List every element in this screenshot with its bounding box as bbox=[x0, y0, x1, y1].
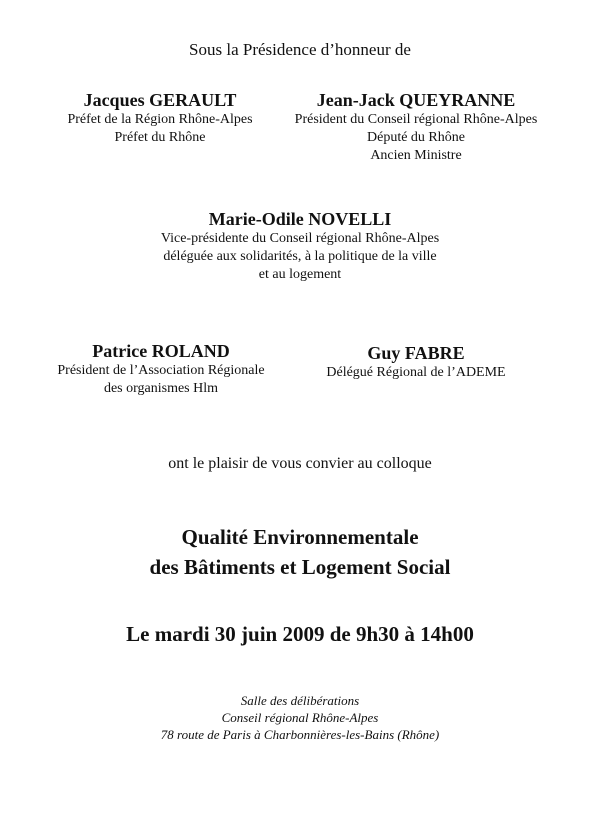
event-title-line: des Bâtiments et Logement Social bbox=[149, 555, 451, 579]
invitation-text: ont le plaisir de vous convier au colloque bbox=[168, 455, 432, 472]
patron-role: Ancien Ministre bbox=[370, 148, 462, 163]
venue-line: 78 route de Paris à Charbonnières-les-Bains (Rhône) bbox=[160, 727, 440, 742]
intro-text: Sous la Présidence d’honneur de bbox=[189, 40, 411, 59]
patron-name: Jacques GERAULT bbox=[83, 90, 237, 110]
patron-role: Président de l’Association Régionale bbox=[57, 363, 265, 378]
patron-role: Président du Conseil régional Rhône-Alpes bbox=[294, 112, 538, 127]
patron-role: Préfet du Rhône bbox=[114, 130, 206, 145]
patron-role: déléguée aux solidarités, à la politique de la ville bbox=[163, 249, 437, 264]
patron-role: Député du Rhône bbox=[367, 130, 465, 145]
patron-name: Guy FABRE bbox=[367, 343, 465, 363]
patron-role: Vice-présidente du Conseil régional Rhône-Alpes bbox=[160, 231, 440, 246]
patron-name: Marie-Odile NOVELLI bbox=[208, 209, 392, 229]
patron-novelli bbox=[100, 208, 500, 284]
venue-line: Conseil régional Rhône-Alpes bbox=[221, 710, 379, 725]
event-date: Le mardi 30 juin 2009 de 9h30 à 14h00 bbox=[126, 622, 474, 646]
patron-role: Délégué Régional de l’ADEME bbox=[326, 365, 506, 380]
venue-line: Salle des délibérations bbox=[240, 693, 360, 708]
patron-roland bbox=[30, 340, 292, 398]
venue-address bbox=[0, 692, 600, 743]
patron-gerault bbox=[40, 89, 280, 147]
event-title-line: Qualité Environnementale bbox=[181, 525, 419, 549]
patron-role: des organismes Hlm bbox=[103, 381, 219, 396]
patron-fabre bbox=[300, 342, 532, 382]
patron-queyranne bbox=[278, 89, 554, 165]
patron-role: Préfet de la Région Rhône-Alpes bbox=[67, 112, 253, 127]
patron-name: Patrice ROLAND bbox=[92, 341, 230, 361]
patron-role: et au logement bbox=[258, 267, 342, 282]
event-title bbox=[0, 522, 600, 582]
patron-name: Jean-Jack QUEYRANNE bbox=[316, 90, 516, 110]
